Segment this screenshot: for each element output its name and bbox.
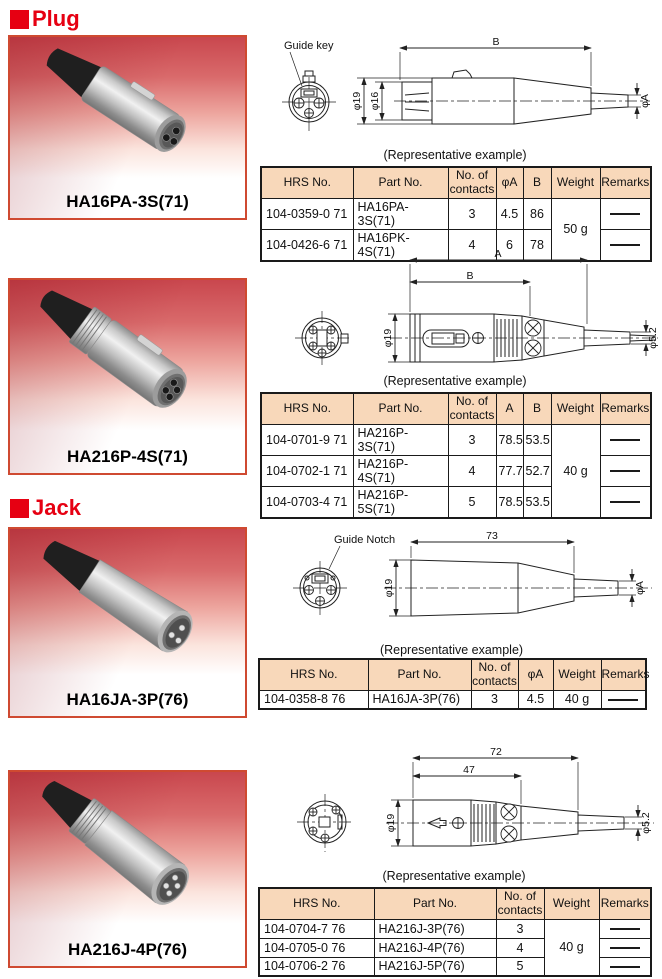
cell-b: 53.5 [523, 486, 551, 518]
product-caption: HA16PA-3S(71) [66, 192, 189, 211]
xlr-female-connector [39, 37, 194, 158]
col-weight: Weight [553, 659, 601, 690]
col-dia-a: φA [496, 167, 523, 198]
cell-weight: 40 g [551, 424, 600, 518]
col-hrs: HRS No. [261, 167, 353, 198]
cell-dia-a: 4.5 [496, 198, 523, 229]
cell-contacts: 3 [471, 690, 518, 709]
table-row [259, 690, 646, 709]
xlr-male-connector [31, 772, 196, 912]
cell-contacts: 3 [496, 919, 544, 938]
dim-label-72: 72 [490, 746, 502, 758]
dimension-drawing-ha216p [282, 250, 660, 372]
cell-contacts: 4 [496, 938, 544, 957]
col-b: B [523, 167, 551, 198]
product-caption: HA216P-4S(71) [67, 447, 188, 466]
dim-label-dia19: φ19 [351, 91, 363, 111]
cell-part: HA216J-5P(76) [374, 957, 496, 976]
cell-remarks [600, 198, 651, 229]
col-hrs: HRS No. [259, 659, 368, 690]
cell-weight: 40 g [544, 919, 599, 976]
cell-contacts: 4 [448, 455, 496, 486]
dim-label-a: A [494, 250, 502, 260]
dim-label-dia19: φ19 [382, 328, 394, 348]
connector-photo [11, 280, 244, 440]
col-remarks: Remarks [600, 393, 651, 424]
col-dia-a: φA [518, 659, 553, 690]
dim-label-b: B [466, 270, 474, 282]
connector-photo [11, 529, 244, 683]
col-contacts: No. of contacts [471, 659, 518, 690]
cell-part: HA16PA-3S(71) [353, 198, 448, 229]
remarks-dash [610, 213, 640, 215]
product-caption: HA16JA-3P(76) [66, 690, 189, 709]
spec-table-ha16ja [258, 658, 650, 710]
side-view [386, 800, 654, 846]
cell-remarks [599, 957, 651, 976]
dim-label-b: B [492, 36, 500, 48]
cell-dia-a: 6 [496, 229, 523, 261]
remarks-dash [610, 501, 640, 503]
col-part: Part No. [368, 659, 471, 690]
front-view [293, 534, 395, 618]
cell-hrs: 104-0703-4 71 [261, 486, 353, 518]
section-header-jack [10, 495, 81, 521]
table-row [261, 424, 651, 455]
cell-a: 78.5 [496, 486, 523, 518]
product-photo-box [8, 770, 247, 968]
cell-remarks [599, 919, 651, 938]
xlr-female-connector [30, 280, 196, 415]
remarks-dash [610, 966, 640, 968]
col-remarks: Remarks [599, 888, 651, 919]
col-part: Part No. [353, 167, 448, 198]
front-view [297, 794, 353, 852]
dim-label-cable: φ5.2 [647, 327, 659, 349]
cell-hrs: 104-0426-6 71 [261, 229, 353, 261]
product-photo-box [8, 278, 247, 475]
remarks-dash [610, 470, 640, 472]
cell-hrs: 104-0358-8 76 [259, 690, 368, 709]
cell-part: HA16JA-3P(76) [368, 690, 471, 709]
product-caption: HA216J-4P(76) [67, 940, 188, 959]
cell-a: 78.5 [496, 424, 523, 455]
side-view [394, 70, 650, 124]
rep-example-label: (Representative example) [383, 148, 527, 162]
cell-contacts: 5 [496, 957, 544, 976]
col-contacts: No. of contacts [496, 888, 544, 919]
red-square-icon [10, 10, 29, 29]
side-view [390, 314, 658, 362]
cell-remarks [600, 424, 651, 455]
dim-label-cable: φ5.2 [640, 812, 652, 834]
cell-hrs: 104-0702-1 71 [261, 455, 353, 486]
col-weight: Weight [551, 167, 600, 198]
col-part: Part No. [353, 393, 448, 424]
dim-label-dia19: φ19 [385, 813, 397, 833]
remarks-dash [610, 439, 640, 441]
cell-remarks [600, 486, 651, 518]
section-label: Jack [32, 495, 81, 520]
cell-part: HA216J-3P(76) [374, 919, 496, 938]
connector-photo [11, 37, 244, 185]
cell-b: 86 [523, 198, 551, 229]
cell-part: HA216P-4S(71) [353, 455, 448, 486]
front-view [282, 40, 336, 132]
remarks-dash [610, 928, 640, 930]
dimension-drawing-ha16p [256, 36, 654, 144]
cell-part: HA16PK-4S(71) [353, 229, 448, 261]
col-hrs: HRS No. [259, 888, 374, 919]
guide-key-callout: Guide key [284, 40, 334, 52]
cell-hrs: 104-0706-2 76 [259, 957, 374, 976]
spec-table-ha216p [260, 392, 652, 519]
cell-weight: 50 g [551, 198, 600, 261]
spec-table-ha16p [260, 166, 652, 262]
cell-b: 53.5 [523, 424, 551, 455]
front-view [295, 311, 349, 366]
col-remarks: Remarks [600, 167, 651, 198]
col-hrs: HRS No. [261, 393, 353, 424]
dim-label-cable: φA [639, 94, 651, 108]
cell-remarks [599, 938, 651, 957]
cell-b: 78 [523, 229, 551, 261]
cell-hrs: 104-0705-0 76 [259, 938, 374, 957]
dim-label-47: 47 [463, 764, 475, 776]
cell-remarks [600, 455, 651, 486]
red-square-icon [10, 499, 29, 518]
side-view [384, 560, 652, 616]
cell-hrs: 104-0701-9 71 [261, 424, 353, 455]
cell-dia-a: 4.5 [518, 690, 553, 709]
col-a: A [496, 393, 523, 424]
rep-example-label: (Representative example) [382, 869, 526, 883]
guide-notch-callout: Guide Notch [334, 534, 396, 546]
remarks-dash [610, 947, 640, 949]
cell-contacts: 4 [448, 229, 496, 261]
rep-example-label: (Representative example) [379, 643, 524, 657]
table-row [261, 198, 651, 229]
cell-a: 77.7 [496, 455, 523, 486]
cell-part: HA216P-3S(71) [353, 424, 448, 455]
col-contacts: No. of contacts [448, 393, 496, 424]
col-remarks: Remarks [601, 659, 646, 690]
dim-label-length: 73 [486, 530, 498, 542]
cell-hrs: 104-0704-7 76 [259, 919, 374, 938]
cell-contacts: 5 [448, 486, 496, 518]
table-row [259, 919, 651, 938]
cell-b: 52.7 [523, 455, 551, 486]
connector-photo [11, 772, 244, 934]
dimension-drawing-ha216j [256, 746, 658, 864]
product-photo-box [8, 527, 247, 718]
section-label: Plug [32, 6, 80, 31]
section-header-plug [10, 6, 80, 32]
cell-contacts: 3 [448, 198, 496, 229]
remarks-dash [610, 244, 640, 246]
dim-label-cable: φA [634, 581, 646, 595]
col-contacts: No. of contacts [448, 167, 496, 198]
dimension-drawing-ha16ja [256, 530, 656, 640]
cell-contacts: 3 [448, 424, 496, 455]
product-photo-box [8, 35, 247, 220]
dim-label-dia19: φ19 [383, 578, 395, 598]
col-part: Part No. [374, 888, 496, 919]
remarks-dash [608, 699, 638, 701]
cell-remarks [601, 690, 646, 709]
dim-label-dia16: φ16 [369, 91, 381, 111]
col-weight: Weight [544, 888, 599, 919]
col-b: B [523, 393, 551, 424]
cell-part: HA216P-5S(71) [353, 486, 448, 518]
col-weight: Weight [551, 393, 600, 424]
cell-part: HA216J-4P(76) [374, 938, 496, 957]
spec-table-ha216j [258, 887, 652, 977]
xlr-male-connector [34, 529, 200, 659]
cell-hrs: 104-0359-0 71 [261, 198, 353, 229]
cell-weight: 40 g [553, 690, 601, 709]
rep-example-label: (Representative example) [383, 374, 527, 388]
